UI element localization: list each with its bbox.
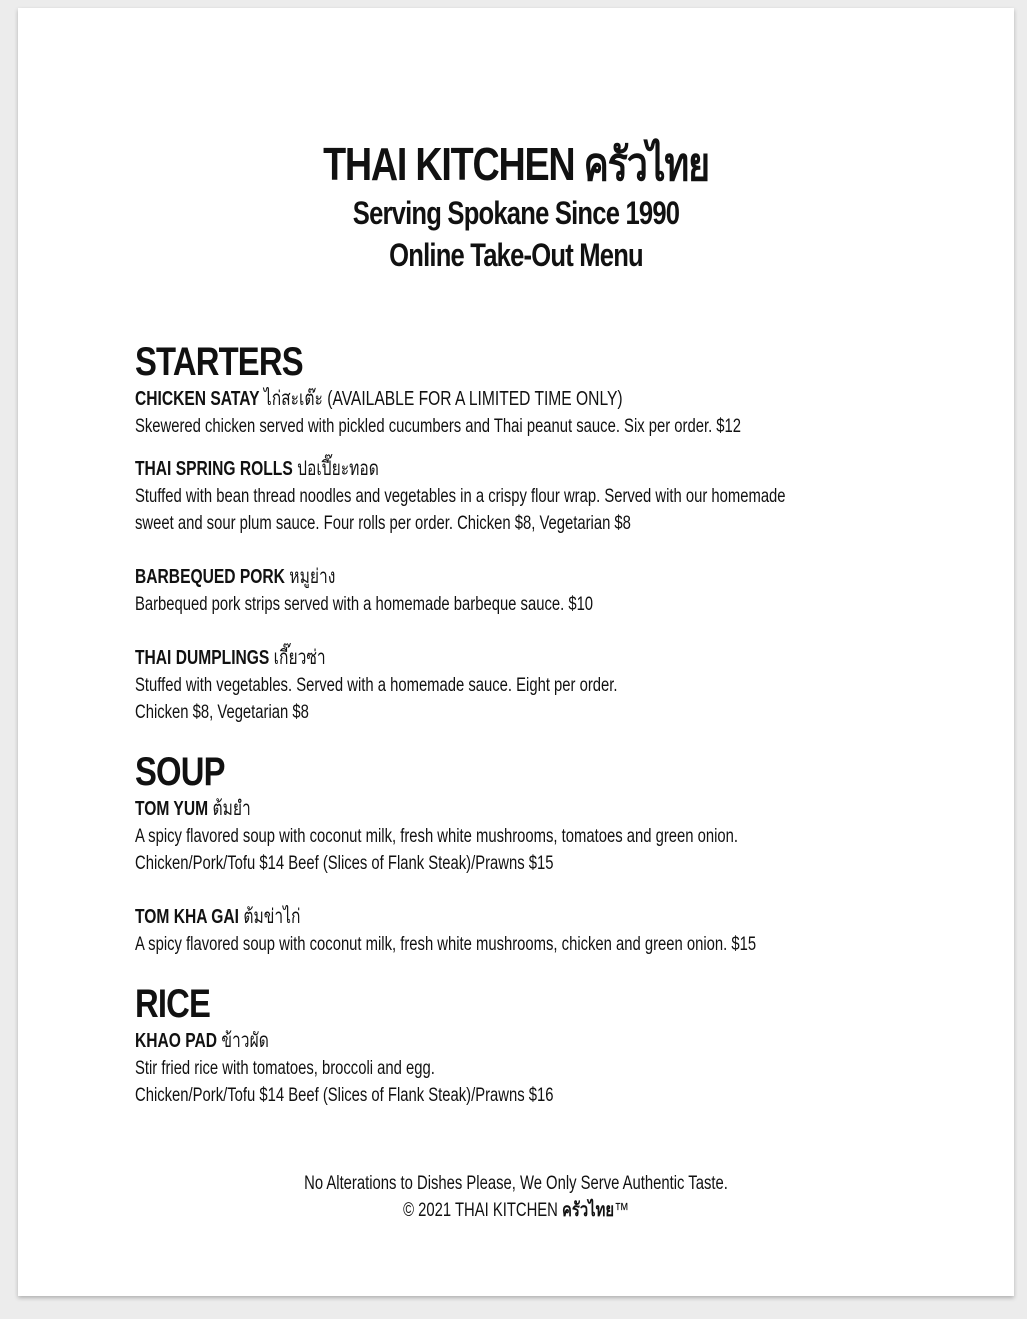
tagline: Serving Spokane Since 1990 bbox=[352, 195, 680, 231]
menu-content bbox=[135, 338, 935, 1109]
section-starters bbox=[135, 338, 935, 726]
item-description: Skewered chicken served with pickled cucumbers and Thai peanut sauce. Six per order. $12 bbox=[135, 416, 742, 437]
menu-header bbox=[18, 136, 1014, 276]
item-description: A spicy flavored soup with coconut milk, fresh white mushrooms, chicken and green onion. $15 bbox=[135, 934, 757, 955]
item-description: sweet and sour plum sauce. Four rolls per order. Chicken $8, Vegetarian $8 bbox=[135, 513, 631, 534]
item-description: Chicken/Pork/Tofu $14 Beef (Slices of Flank Steak)/Prawns $16 bbox=[135, 1085, 554, 1106]
item-description: Chicken/Pork/Tofu $14 Beef (Slices of Flank Steak)/Prawns $15 bbox=[135, 853, 554, 874]
copyright: © 2021 THAI KITCHEN ครัวไทย™ bbox=[403, 1200, 629, 1221]
menu-item-tom-kha-gai bbox=[135, 904, 935, 958]
item-name: TOM KHA GAI ต้มข่าไก่ bbox=[135, 906, 301, 928]
item-note: (AVAILABLE FOR A LIMITED TIME ONLY) bbox=[327, 388, 623, 410]
section-heading: STARTERS bbox=[135, 340, 303, 384]
item-name: THAI SPRING ROLLS ปอเปี๊ยะทอด bbox=[135, 458, 379, 480]
item-name: KHAO PAD ข้าวผัด bbox=[135, 1030, 269, 1052]
menu-item-khao-pad bbox=[135, 1028, 935, 1109]
item-name: TOM YUM ต้มยำ bbox=[135, 798, 251, 820]
item-description: Chicken $8, Vegetarian $8 bbox=[135, 702, 309, 723]
section-heading: RICE bbox=[135, 982, 211, 1026]
item-description: A spicy flavored soup with coconut milk, fresh white mushrooms, tomatoes and green onion. bbox=[135, 826, 738, 847]
menu-item-chicken-satay bbox=[135, 386, 935, 440]
item-description: Stuffed with bean thread noodles and vegetables in a crispy flour wrap. Served with our homemade bbox=[135, 486, 786, 507]
restaurant-title: THAI KITCHEN ครัวไทย bbox=[323, 138, 709, 190]
item-description: Stuffed with vegetables. Served with a homemade sauce. Eight per order. bbox=[135, 675, 618, 696]
item-name: CHICKEN SATAY ไก่สะเต๊ะ (AVAILABLE FOR A LIMITED TIME ONLY) bbox=[135, 388, 623, 410]
menu-footer bbox=[18, 1170, 1014, 1224]
menu-item-thai-dumplings bbox=[135, 645, 935, 726]
menu-item-barbequed-pork bbox=[135, 564, 935, 618]
item-name: BARBEQUED PORK หมูย่าง bbox=[135, 566, 336, 588]
alterations-notice: No Alterations to Dishes Please, We Only Serve Authentic Taste. bbox=[304, 1173, 728, 1194]
menu-type: Online Take-Out Menu bbox=[389, 237, 643, 273]
item-description: Barbequed pork strips served with a homemade barbeque sauce. $10 bbox=[135, 594, 594, 615]
section-soup bbox=[135, 748, 935, 958]
menu-page bbox=[18, 8, 1014, 1296]
section-rice bbox=[135, 980, 935, 1109]
item-description: Stir fried rice with tomatoes, broccoli and egg. bbox=[135, 1058, 435, 1079]
item-name: THAI DUMPLINGS เกี๊ยวซ่า bbox=[135, 647, 326, 669]
menu-item-tom-yum bbox=[135, 796, 935, 877]
menu-item-thai-spring-rolls bbox=[135, 456, 935, 537]
section-heading: SOUP bbox=[135, 750, 225, 794]
